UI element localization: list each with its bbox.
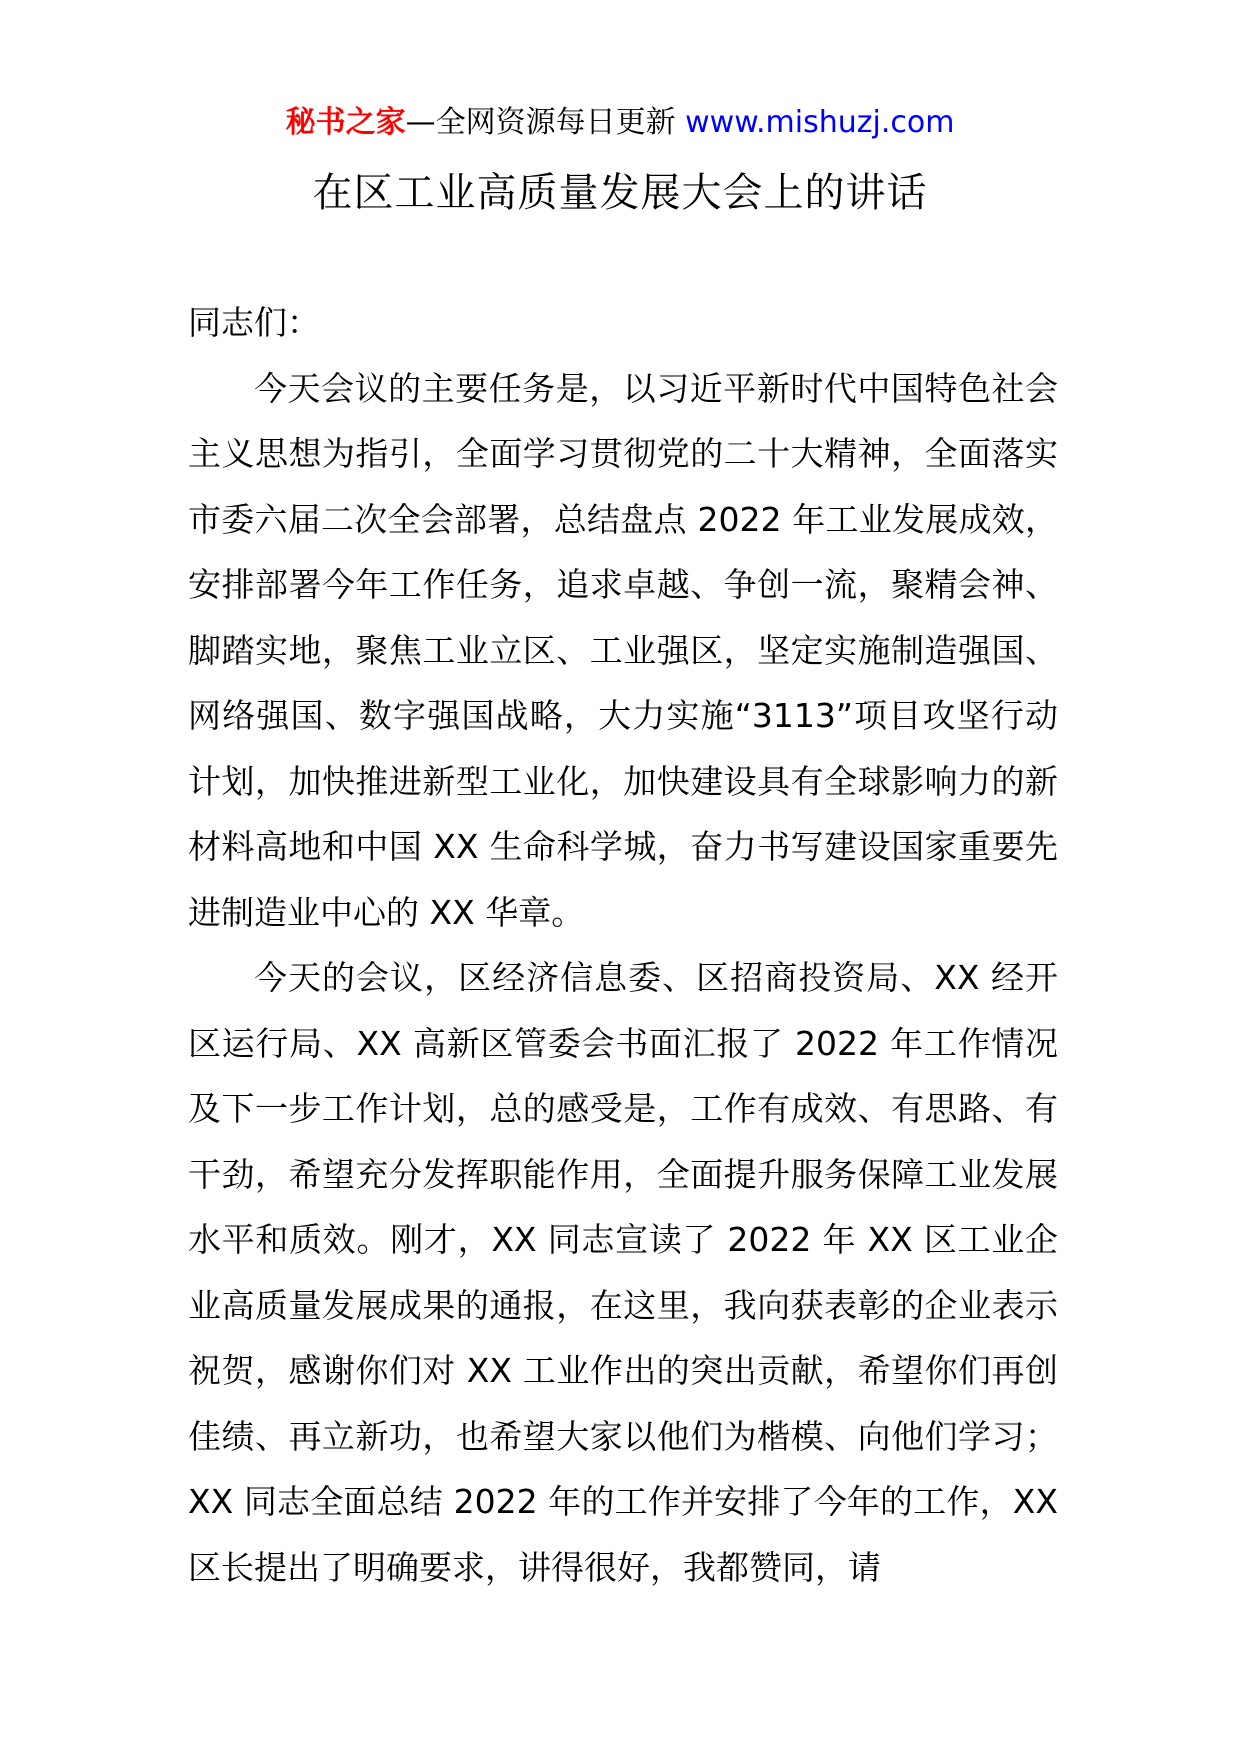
paragraph-1: 今天会议的主要任务是，以习近平新时代中国特色社会主义思想为指引，全面学习贯彻党的二十大精神，全面落实市委六届二次全会部署，总结盘点 2022 年工业发展成效，安排部署今年工作任务，追求卓越、争创一流，聚精会神、脚踏实地，聚焦工业立区、工业强区，坚定实施制造强国、网络强国、数字强国战略，大力实施“3113”项目攻坚行动计划，加快推进新型工业化，加快建设具有全球影响力的新材料高地和中国 XX 生命科学城，奋力书写建设国家重要先进制造业中心的 XX 华章。 (188, 368, 1058, 932)
website-link[interactable]: www.mishuzj.com (685, 105, 955, 140)
document-title: 在区工业高质量发展大会上的讲话 (312, 170, 928, 216)
paragraph-2: 今天的会议，区经济信息委、区招商投资局、XX 经开区运行局、XX 高新区管委会书面汇报了 2022 年工作情况及下一步工作计划，总的感受是，工作有成效、有思路、有干劲，希望充分发挥职能作用，全面提升服务保障工业发展水平和质效。刚才，XX 同志宣读了 2022 年 XX 区工业企业高质量发展成果的通报，在这里，我向获表彰的企业表示祝贺，感谢你们对 XX 工业作出的突出贡献，希望你们再创佳绩、再立新功，也希望大家以他们为楷模、向他们学习；XX 同志全面总结 2022 年的工作并安排了今年的工作，XX 区长提出了明确要求，讲得很好，我都赞同，请 (188, 958, 1058, 1587)
document-body (188, 290, 1058, 1600)
salutation: 同志们： (188, 303, 320, 342)
brand-name: 秘书之家 (285, 105, 406, 140)
site-header (0, 103, 1240, 143)
header-tagline: —全网资源每日更新 (405, 105, 686, 140)
